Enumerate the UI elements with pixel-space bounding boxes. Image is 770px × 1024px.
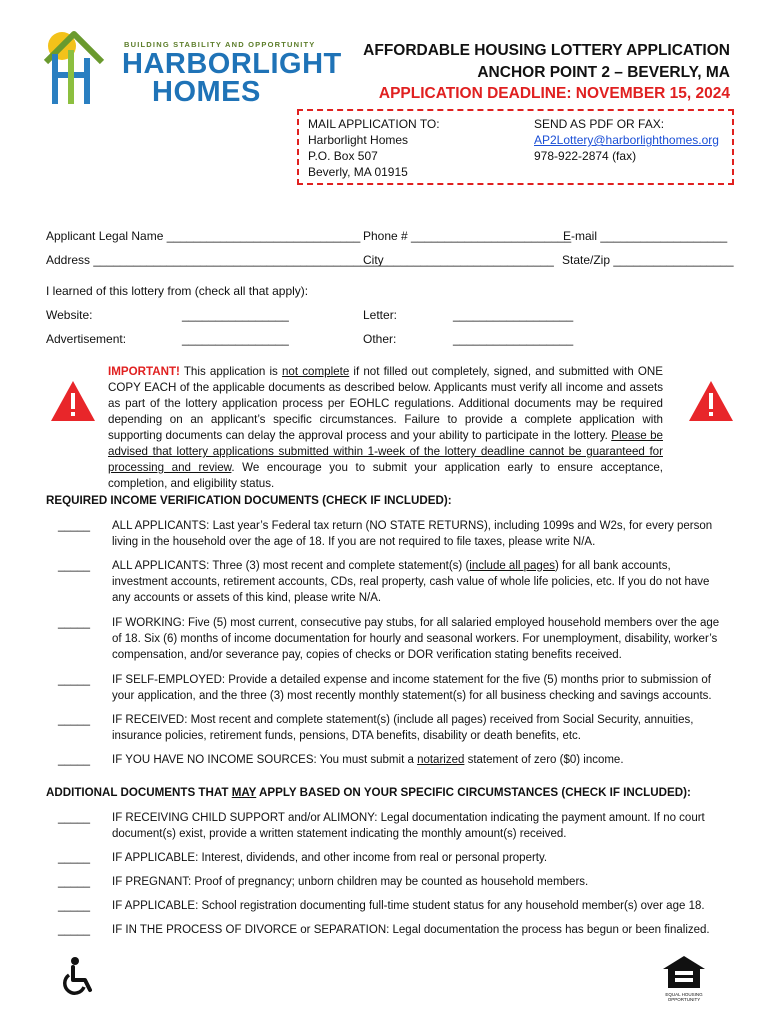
additional-item-2: IF APPLICABLE: Interest, dividends, and other income from real or personal property. <box>112 852 548 864</box>
city-field[interactable]: City _________________________ <box>363 253 554 267</box>
email-link[interactable]: AP2Lottery@harborlighthomes.org <box>534 133 719 147</box>
website-field[interactable]: ________________ <box>182 308 289 322</box>
checkbox-blank[interactable]: _____ <box>58 852 90 864</box>
additional-heading-may: MAY <box>231 786 257 799</box>
required-item-2: ALL APPLICANTS: Three (3) most recent and complete statement(s) (include all pages) for all bank accounts, investment accounts, retirement accounts, CDs, real property, cash value of whole life policies, etc. If you do not have any accounts or assets of this kind, please write N/A. <box>112 560 710 604</box>
important-text-1: This application is <box>179 365 282 378</box>
checkbox-blank[interactable]: _____ <box>58 900 90 912</box>
applicant-name-field[interactable]: Applicant Legal Name _____________________________ <box>46 229 361 243</box>
checkbox-blank[interactable]: _____ <box>58 617 90 629</box>
warning-icon-left <box>50 380 96 422</box>
important-text-3: . We encourage you to submit your application early to ensure acceptance, completion, and eligibility status. <box>108 461 663 490</box>
not-complete-text: not complete <box>281 365 350 378</box>
other-field[interactable]: __________________ <box>453 332 574 346</box>
accessibility-icon <box>58 956 98 996</box>
house-logo-icon <box>44 28 124 108</box>
checkbox-blank[interactable]: _____ <box>58 714 90 726</box>
mail-line-1: Harborlight Homes <box>308 133 409 147</box>
state-zip-field[interactable]: State/Zip __________________ <box>562 253 734 267</box>
harborlight-logo <box>44 28 124 108</box>
checkbox-blank[interactable]: _____ <box>58 674 90 686</box>
checkbox-blank[interactable]: _____ <box>58 812 90 824</box>
send-heading: SEND AS PDF OR FAX: <box>534 117 665 131</box>
important-text-2: if not filled out completely, signed, and submitted with ONE COPY EACH of the applicable documents as described below. Applicants must verify all income and assets as part of the lottery application process per EOHLC regulations. Additional documents may be required depending on an applicant’s specific circumstances. Failure to provide a complete application with supporting documents can delay the approval process and your ability to participate in the lottery. <box>108 365 663 442</box>
eho-label-2: OPPORTUNITY <box>667 997 701 1002</box>
phone-field[interactable]: Phone # ________________________ <box>363 229 572 243</box>
mail-heading: MAIL APPLICATION TO: <box>308 117 440 131</box>
email-field[interactable]: E-mail ___________________ <box>563 229 728 243</box>
document-title: AFFORDABLE HOUSING LOTTERY APPLICATION <box>363 42 730 59</box>
logo-name-line1: HARBORLIGHT <box>122 48 342 80</box>
checkbox-blank[interactable]: _____ <box>58 876 90 888</box>
required-item-1: ALL APPLICANTS: Last year’s Federal tax return (NO STATE RETURNS), including 1099s and W2s, for every person living in the household over the age of 18. If you are not required to file taxes, please write N/A. <box>112 520 713 548</box>
important-notice <box>108 364 663 492</box>
required-item-3: IF WORKING: Five (5) most current, consecutive pay stubs, for all salaried employed household members over the age of 18. Six (6) months of income documentation for hourly and seasonal workers. For unemployment, disability, worker’s compensation, and/or severance pay, copies of checks or DOR verification stating benefits received. <box>112 617 720 661</box>
deadline-heading: APPLICATION DEADLINE: NOVEMBER 15, 2024 <box>378 85 730 102</box>
additional-item-5: IF IN THE PROCESS OF DIVORCE or SEPARATION: Legal documentation the process has begun or been finalized. <box>112 924 710 936</box>
letter-label: Letter: <box>363 308 398 322</box>
required-item-5: IF RECEIVED: Most recent and complete statement(s) (include all pages) received from Social Security, annuities, insurance policies, retirement funds, pensions, DTA benefits, disability or death benefits, etc. <box>112 714 694 742</box>
warning-icon-right <box>688 380 734 422</box>
required-docs-heading: REQUIRED INCOME VERIFICATION DOCUMENTS (CHECK IF INCLUDED): <box>46 494 452 507</box>
other-label: Other: <box>363 332 397 346</box>
additional-item-3: IF PREGNANT: Proof of pregnancy; unborn children may be counted as household members. <box>112 876 589 888</box>
required-item-4: IF SELF-EMPLOYED: Provide a detailed expense and income statement for the five (5) months prior to submission of your application, and the three (3) most recently monthly statement(s) for all business checking and savings accounts. <box>112 674 712 702</box>
additional-heading-post: APPLY BASED ON YOUR SPECIFIC CIRCUMSTANCES (CHECK IF INCLUDED): <box>256 786 691 799</box>
important-label: IMPORTANT! <box>108 365 180 378</box>
checkbox-blank[interactable]: _____ <box>58 520 90 532</box>
letter-field[interactable]: __________________ <box>453 308 574 322</box>
website-label: Website: <box>46 308 93 322</box>
additional-item-1: IF RECEIVING CHILD SUPPORT and/or ALIMONY: Legal documentation indicating the payment amount. If no court document(s) exist, provide a written statement indicating the monthly amount(s) received. <box>112 812 705 840</box>
required-item-6: IF YOU HAVE NO INCOME SOURCES: You must submit a notarized statement of zero ($0) income. <box>112 754 624 766</box>
checkbox-blank[interactable]: _____ <box>58 924 90 936</box>
checkbox-blank[interactable]: _____ <box>58 754 90 766</box>
checkbox-blank[interactable]: _____ <box>58 560 90 572</box>
eho-label-1: EQUAL HOUSING <box>665 992 703 997</box>
mail-address-block <box>308 116 440 180</box>
address-field[interactable]: Address ____________________________________________ <box>46 253 388 267</box>
advised-text: Please be advised that lottery applications submitted within 1-week of the lottery deadline cannot be guaranteed for processing and review <box>108 429 663 474</box>
additional-docs-heading <box>46 786 691 799</box>
additional-heading-pre: ADDITIONAL DOCUMENTS THAT <box>46 786 232 799</box>
document-subtitle: ANCHOR POINT 2 – BEVERLY, MA <box>477 64 730 81</box>
additional-item-4: IF APPLICABLE: School registration documenting full-time student status for any household member(s) over age 18. <box>112 900 705 912</box>
advertisement-label: Advertisement: <box>46 332 127 346</box>
lottery-source-label: I learned of this lottery from (check all that apply): <box>46 284 309 298</box>
mail-line-3: Beverly, MA 01915 <box>308 165 408 179</box>
logo-name-line2: HOMES <box>152 76 261 108</box>
fax-number: 978-922-2874 (fax) <box>534 149 637 163</box>
mail-line-2: P.O. Box 507 <box>308 149 378 163</box>
equal-housing-icon <box>662 955 706 1001</box>
logo-tagline: BUILDING STABILITY AND OPPORTUNITY <box>124 40 316 49</box>
advertisement-field[interactable]: ________________ <box>182 332 289 346</box>
send-block <box>534 116 719 164</box>
